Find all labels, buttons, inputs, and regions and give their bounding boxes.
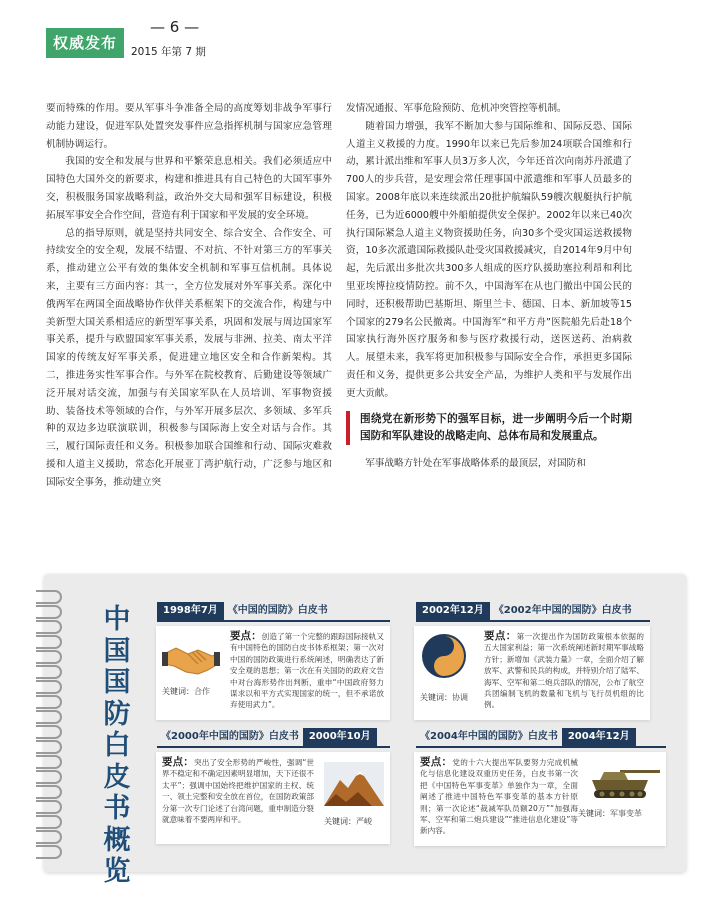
ring-icon [36,785,62,799]
notebook-title: 中 国 国 防 白 皮 书 概 览 [103,604,131,887]
ring-icon [36,710,62,724]
timeline-underline [416,620,650,622]
ring-icon [36,830,62,844]
book-title: 《2004年中国的国防》白皮书 [420,731,558,742]
ring-icon [36,605,62,619]
right-column [346,100,632,472]
mountain-icon [324,762,384,806]
section-subheading: 围绕党在新形势下的强军目标，进一步阐明今后一个时期国防和军队建设的战略走向、总体布局和发展重点。 [346,411,632,445]
ring-icon [36,635,62,649]
paragraph: 我国的安全和发展与世界和平繁荣息息相关。我们必须适应中国特色大国外交的新要求，构建和推进具有自己特色的大国军事外交，积极服务国家战略利益，政治外交大局和强军目标建设，积极拓展军事安全合作空间，营造有利于国家和平发展的安全环境。 [46,156,332,221]
entry-card-2000 [156,752,390,844]
year-badge: 2002年12月 [416,602,490,620]
paragraph: 要而特殊的作用。要从军事斗争准备全局的高度筹划非战争军事行动能力建设，促进军队处置突发事件应急指挥机制与国家应急管理机制协调运行。 [46,103,332,150]
yin-yang-icon [420,632,468,680]
section-tag: 权威发布 [46,28,124,58]
paragraph: 发情况通报、军事危险预防、危机冲突管控等机制。 [346,103,567,114]
notebook-rings [36,590,62,860]
keyword: 关键词：军事变革 [578,809,642,818]
keyword: 关键词：严峻 [324,817,372,826]
ring-icon [36,620,62,634]
ring-icon [36,665,62,679]
ring-icon [36,845,62,859]
timeline-label-2000 [157,728,377,746]
page-number: — 6 — [150,18,200,36]
ring-icon [36,695,62,709]
paragraph: 军事战略方针处在军事战略体系的最顶层，对国防和 [365,457,586,469]
ring-icon [36,740,62,754]
timeline-label-1998 [157,602,332,620]
ring-icon [36,755,62,769]
timeline-label-2004 [416,728,636,746]
ring-icon [36,815,62,829]
paragraph: 总的指导原则，就是坚持共同安全、综合安全、合作安全、可持续安全的安全观，发展不结盟、不对抗、不针对第三方的军事关系，推动建立公平有效的集体安全机制和军事互信机制。具体说来，主要有三方面内容：其一，全方位发展对外军事关系。深化中俄两军在两国全面战略协作伙伴关系框架下的交流合作，构建与中美新型大国关系相适应的新型军事关系，巩固和发展与周边国家军事关系，提升与欧盟国家军事关系，发展与非洲、拉美、南太平洋国家的传统友好军事关系，促进建立地区安全和合作新架构。其二，推进务实性军事合作。与外军在院校教育、后勤建设等领域广泛开展对话交流，加强与有关国家军队在人员培训、军事物资援助、装备技术等领域的合作，与外军开展多层次、多领域、多军兵种的双边多边联演联训，积极参与国际海上安全对话与合作。其三，履行国际责任和义务。积极参加联合国维和行动、国际灾难救援和人道主义援助，常态化开展亚丁湾护航行动，广泛参与地区和国际安全事务，推动建立突 [46,227,332,488]
left-column [46,100,332,492]
issue-label: 2015 年第 7 期 [131,46,206,58]
book-title: 《2000年中国的国防》白皮书 [161,731,299,742]
entry-points: 要点：第一次提出作为国防政策根本依据的五大国家利益；第一次系统阐述新时期军事战略方针；新增加《武装力量》一章，全面介绍了解放军、武警和民兵的构成，并特别介绍了陆军、海军、空军和第二炮兵部队的情况，公布了航空兵团编制飞机的数量和飞机与飞行员机组的比例。 [484,630,645,710]
entry-card-1998 [156,626,390,720]
ring-icon [36,650,62,664]
keyword: 关键词：协调 [420,693,468,702]
timeline-underline [157,620,390,622]
timeline-underline [416,746,666,748]
ring-icon [36,725,62,739]
ring-icon [36,590,62,604]
timeline-label-2002 [416,602,636,620]
book-title: 《中国的国防》白皮书 [227,605,328,616]
ring-icon [36,770,62,784]
ring-icon [36,680,62,694]
ring-icon [36,800,62,814]
keyword: 关键词：合作 [162,687,210,696]
entry-points: 要点：党的十六大提出军队要努力完成机械化与信息化建设双重历史任务，白皮书第一次把《中国特色军事变革》单独作为一章，全面阐述了推进中国特色军事变革的基本方针原则；第一次论述“裁减军队员额20万”“加强海军、空军和第二炮兵建设”“推进信息化建设”等新内容。 [420,756,579,836]
timeline-underline [157,746,390,748]
book-title: 《2002年中国的国防》白皮书 [493,605,632,616]
year-badge: 2004年12月 [562,728,636,746]
entry-points: 要点：突出了安全形势的严峻性，强调“世界不稳定和不确定因素明显增加，天下还很不太平”；强调中国始终把维护国家的主权、统一、领土完整和安全放在首位，在国防政策部分第一次专门论述了台湾问题，重申制造分裂就意味着不要两岸和平。 [162,756,315,825]
year-badge: 1998年7月 [157,602,224,620]
handshake-icon [162,634,220,682]
tank-icon [590,764,660,800]
entry-card-2002 [414,626,650,720]
year-badge: 2000年10月 [303,728,377,746]
paragraph: 随着国力增强，我军不断加大参与国际维和、国际反恐、国际人道主义救援的力度。1990年以来已先后参加24项联合国维和行动，累计派出维和军事人员3万多人次，今年还首次向南苏丹派遣了700人的步兵营，是安理会常任理事国中派遣维和军事人员最多的国家。2008年底以来连续派出20批护航编队59艘次舰艇执行护航任务，已为近6000艘中外船舶提供安全保护。2002年以来已40次执行国际紧急人道主义物资援助任务，向30多个受灾国运送救援物资，10多次派遣国际救援队赴受灾国救援减灾，自2014年9月中旬起，先后派出多批次共300多人组成的医疗队援助塞拉利昂和利比里亚埃博拉疫情防控。前不久，中国海军在从也门撤出中国公民的同时，还积极帮助巴基斯坦、斯里兰卡、德国、日本、新加坡等15个国家的279名公民撤离。中国海军“和平方舟”医院船先后赴18个国家执行海外医疗服务和参与医疗救援行动，送医送药、治病救人。展望未来，我军将更加积极参与国际安全合作，承担更多国际责任和义务，提供更多公共安全产品，为维护人类和平与发展作出更大贡献。 [346,120,632,399]
entry-points: 要点：创造了第一个完整的跟踪国际接轨又有中国特色的国防白皮书体系框架；第一次对中国的国防政策进行系统阐述，明确表达了新安全观的思想；第一次在有关国防的政府文告中对台海形势作出判断，重申“中国政府努力谋求以和平方式实现国家的统一，但不承诺放弃使用武力”。 [230,630,385,710]
entry-card-2004 [414,752,666,846]
